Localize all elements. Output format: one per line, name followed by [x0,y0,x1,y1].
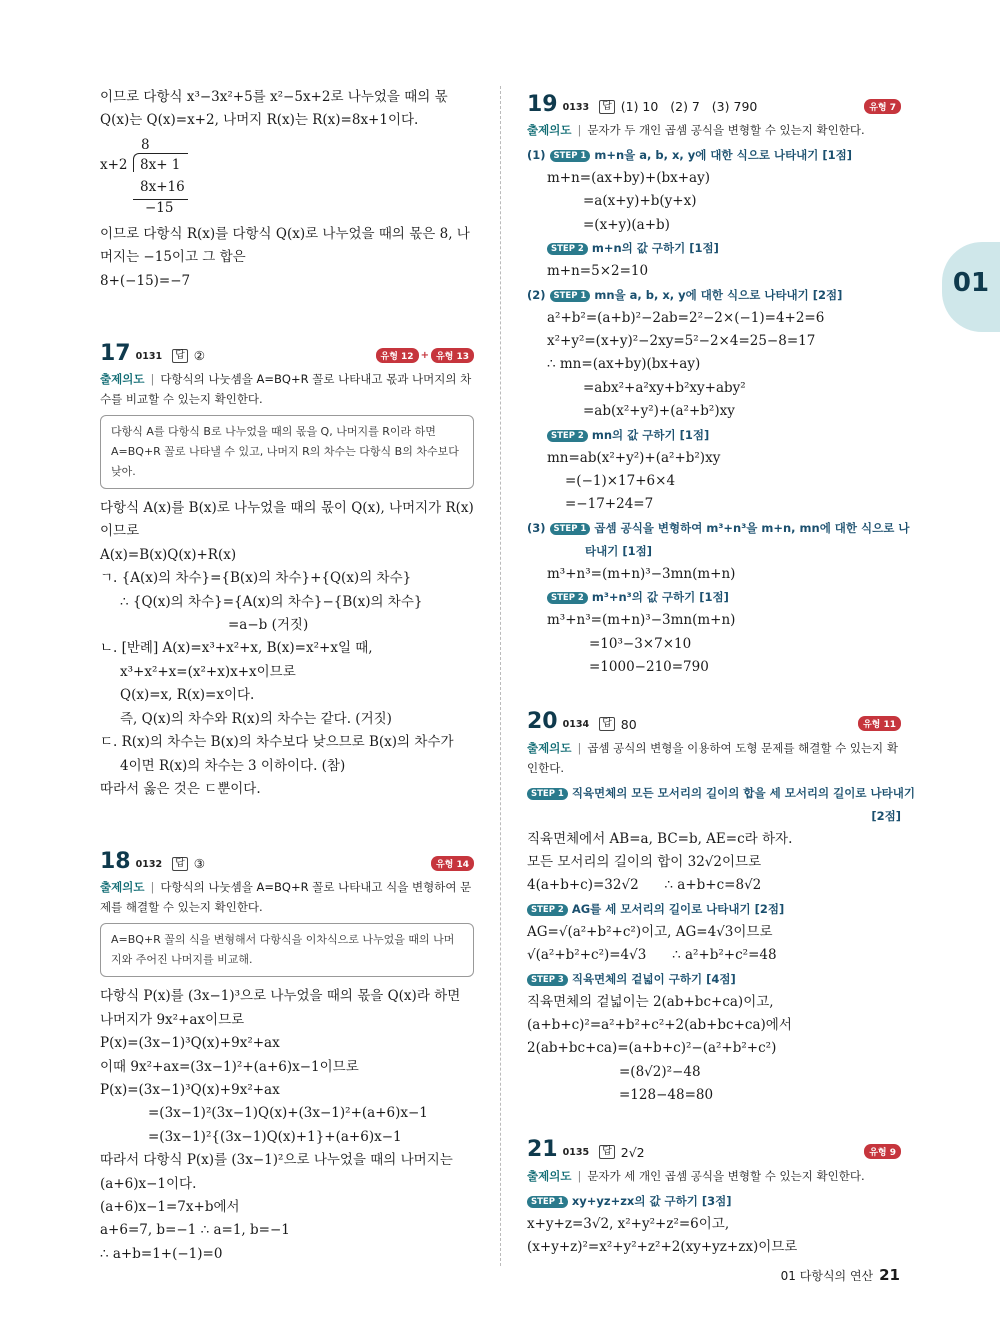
step-points: [2점] [871,808,901,823]
page-number: 21 [879,1266,900,1284]
type-badge: 유형 13 [431,348,474,363]
hint-note: A=BQ+R 꼴의 식을 변형해서 다항식을 이차식으로 나누었을 때의 나머지와 주어진 나머지를 비교해. [100,923,474,977]
problem-header [100,339,474,367]
math-line: ㄱ. {A(x)의 차수}={B(x)의 차수}+{Q(x)의 차수} [100,570,412,587]
body-line: 직육면체의 겉넓이는 2(ab+bc+ca)이고, [527,993,774,1010]
step-heading: STEP 3 직육면체의 겉넓이 구하기 [4점] [527,968,901,991]
problem-number: 20 [527,709,558,734]
step-badge: STEP 2 [547,243,588,255]
step-heading: STEP 1 직육면체의 모든 모서리의 길이의 합을 세 모서리의 길이로 나타내기 [527,782,901,805]
footer-chapter: 01 다항식의 연산 [780,1269,874,1283]
math-line: 이때 9x²+ax=(3x−1)²+(a+6)x−1이므로 [100,1058,359,1075]
math-line: x+y+z=3√2, x²+y²+z²=6이고, [527,1215,730,1232]
step-heading: (3) STEP 1 곱셈 공식을 변형하여 m³+n³을 m+n, mn에 대한 식으로 나 [527,520,910,535]
problem-code: 0135 [562,1147,590,1159]
intent-label: 출제의도 [527,1168,572,1183]
type-plus: + [420,349,429,361]
math-line: ∴ a+b=1+(−1)=0 [100,1245,223,1262]
body-line: 따라서 다항식 P(x)를 (3x−1)²으로 나누었을 때의 나머지는 [100,1152,453,1169]
answer-label: 답 [172,349,188,363]
math-line: m³+n³=(m+n)³−3mn(m+n) [547,565,736,582]
math-line: (a+6)x−1이다. [100,1175,197,1192]
answer-value: ② [193,348,205,364]
intent-text: 다항식의 나눗셈을 A=BQ+R 꼴로 나타내고 몫과 나머지의 차수를 비교할 수 있는지 확인한다. [100,372,472,407]
intent-separator: | [577,740,582,755]
math-line: x²+y²=(x+y)²−2xy=5²−2×4=25−8=17 [547,333,816,350]
step-heading: STEP 2 m³+n³의 값 구하기 [1점] [527,586,901,609]
answer-value: ③ [193,856,205,872]
step-badge: STEP 2 [527,904,568,916]
problem-number: 21 [527,1137,558,1163]
division-dividend: 8x+ 1 [140,156,181,173]
math-line: 즉, Q(x)의 차수와 R(x)의 차수는 같다. (거짓) [120,710,392,727]
answer-value: (1) 10 (2) 7 (3) 790 [620,99,758,114]
intent-label: 출제의도 [527,123,572,137]
type-badge: 유형 9 [864,1144,901,1159]
problem-code: 0133 [562,101,590,113]
intent [527,120,901,140]
type-badge: 유형 7 [864,99,901,114]
math-line: ∴ {Q(x)의 차수}={A(x)의 차수}−{B(x)의 차수} [120,593,423,610]
step-heading: STEP 2 mn의 값 구하기 [1점] [527,424,901,447]
math-line: Q(x)=x, R(x)=x이다. [120,687,255,704]
step-heading: (1) STEP 1 m+n을 a, b, x, y에 대한 식으로 나타내기 [1점] [527,148,853,162]
math-line: a+6=7, b=−1 ∴ a=1, b=−1 [100,1222,290,1239]
math-line: =ab(x²+y²)+(a²+b²)xy [583,403,735,420]
step-heading: STEP 1 xy+yz+zx의 값 구하기 [3점] [527,1190,901,1213]
step-badge: STEP 1 [527,1196,568,1208]
division-product: 8x+16 [140,178,185,195]
math-line: P(x)=(3x−1)³Q(x)+9x²+ax [100,1081,280,1098]
left-column [100,86,474,1266]
step-badge: STEP 1 [527,788,568,800]
intent-text: 다항식의 나눗셈을 A=BQ+R 꼴로 나타내고 식을 변형하여 문제를 해결할 수 있는지 확인한다. [100,880,472,915]
step-badge: STEP 1 [550,523,591,535]
math-line: (a+6)x−1=7x+b에서 [100,1198,240,1215]
step-heading-cont: 타내기 [1점] [585,543,652,558]
answer-value: 2√2 [620,1144,645,1160]
division-remainder: −15 [145,199,174,216]
type-badge: 유형 12 [376,348,419,363]
type-badge: 유형 14 [431,856,474,871]
page-footer [781,1266,900,1284]
problem-code: 0131 [135,350,163,362]
problem-header [527,708,901,736]
math-line: ∴ mn=(ax+by)(bx+ay) [547,356,701,373]
problem-header [527,90,901,118]
math-line: 8+(−15)=−7 [100,272,191,289]
body-line: 모든 모서리의 길이의 합이 32√2이므로 [527,853,762,870]
problem-number: 18 [100,848,131,874]
answer-label: 답 [599,717,615,731]
intent-label: 출제의도 [100,372,145,387]
intent-label: 출제의도 [527,740,572,755]
math-line: =(x+y)(a+b) [583,216,670,233]
math-line: =a−b (거짓) [228,617,309,634]
math-line: mn=ab(x²+y²)+(a²+b²)xy [547,449,721,466]
math-line: =−17+24=7 [565,496,654,513]
step-heading: STEP 2 AG를 세 모서리의 길이로 나타내기 [2점] [527,898,901,921]
body-line: 따라서 옳은 것은 ㄷ뿐이다. [100,780,261,797]
body-line: 다항식 P(x)를 (3x−1)³으로 나누었을 때의 몫을 Q(x)라 하면 [100,988,461,1005]
math-line: 4이면 R(x)의 차수는 3 이하이다. (참) [120,757,346,774]
math-line: (a+b+c)²=a²+b²+c²+2(ab+bc+ca)에서 [527,1016,792,1033]
problem-header [527,1136,901,1164]
math-line: m+n=(ax+by)+(bx+ay) [547,170,710,186]
chapter-tab-number: 01 [952,268,990,298]
math-line: =(3x−1)²{(3x−1)Q(x)+1}+(a+6)x−1 [148,1128,402,1145]
math-line: ㄴ. [반례] A(x)=x³+x²+x, B(x)=x²+x일 때, [100,640,373,657]
hint-note: 다항식 A를 다항식 B로 나누었을 때의 몫을 Q, 나머지를 R이라 하면 A=BQ+R 꼴로 나타낼 수 있고, 나머지 R의 차수는 다항식 B의 차수보다 낮아. [100,415,474,489]
math-line: x³+x²+x=(x²+x)x+x이므로 [120,663,296,680]
problem-code: 0132 [135,858,163,870]
math-line: m³+n³=(m+n)³−3mn(m+n) [547,612,736,629]
answer-label: 답 [599,100,615,114]
step-badge: STEP 2 [547,592,588,604]
division-divisor: x+2 [100,156,128,173]
intro-line: 이므로 다항식 x³−3x²+5를 x²−5x+2로 나누었을 때의 몫 [100,89,448,105]
math-line: =128−48=80 [619,1087,714,1104]
body-line: 나머지가 9x²+ax이므로 [100,1011,245,1028]
intent-separator: | [150,880,155,895]
problem-header [100,847,474,875]
problem-number: 17 [100,340,131,366]
answer-label: 답 [599,1145,615,1159]
step-badge: STEP 3 [527,974,568,986]
intent-separator: | [577,1168,582,1183]
math-line: P(x)=(3x−1)³Q(x)+9x²+ax [100,1035,280,1052]
math-line: =1000−210=790 [589,659,709,676]
math-line: =(8√2)²−48 [619,1063,701,1080]
math-line: a²+b²=(a+b)²−2ab=2²−2×(−1)=4+2=6 [547,309,825,326]
math-line: =(−1)×17+6×4 [565,473,676,490]
math-line: √(a²+b²+c²)=4√3 ∴ a²+b²+c²=48 [527,947,777,964]
body-line: 직육면체에서 AB=a, BC=b, AE=c라 하자. [527,830,793,847]
math-line: =abx²+a²xy+b²xy+aby² [583,379,746,396]
step-badge: STEP 1 [550,150,591,162]
problem-number: 19 [527,91,558,117]
math-line: m+n=5×2=10 [547,263,649,280]
answer-value: 80 [620,716,637,732]
math-line: =(3x−1)²(3x−1)Q(x)+(3x−1)²+(a+6)x−1 [148,1105,428,1122]
intent [100,369,474,409]
step-heading: (2) STEP 1 mn을 a, b, x, y에 대한 식으로 나타내기 [2점] [527,287,843,302]
intent [527,1166,901,1186]
math-line: ㄷ. R(x)의 차수는 B(x)의 차수보다 낮으므로 B(x)의 차수가 [100,734,454,751]
intent-separator: | [150,372,155,387]
long-division [100,133,474,216]
body-line: 다항식 A(x)를 B(x)로 나누었을 때의 몫이 Q(x), 나머지가 R(x) [100,500,474,517]
body-line: 머지는 −15이고 그 합은 [100,249,246,266]
intro-line: Q(x)는 Q(x)=x+2, 나머지 R(x)는 R(x)=8x+1이다. [100,112,419,129]
intent [527,738,901,778]
intent-text: 문자가 세 개인 곱셈 공식을 변형할 수 있는지 확인한다. [587,1168,865,1183]
step-badge: STEP 2 [547,430,588,442]
intent-text: 문자가 두 개인 곱셈 공식을 변형할 수 있는지 확인한다. [587,123,865,137]
math-line: 2(ab+bc+ca)=(a+b+c)²−(a²+b²+c²) [527,1040,777,1057]
math-line: (x+y+z)²=x²+y²+z²+2(xy+yz+zx)이므로 [527,1238,798,1255]
problem-code: 0134 [562,719,590,730]
answer-label: 답 [172,857,188,871]
math-line: AG=√(a²+b²+c²)이고, AG=4√3이므로 [527,923,773,940]
math-line: 4(a+b+c)=32√2 ∴ a+b+c=8√2 [527,877,762,894]
intent-text: 곱셈 공식의 변형을 이용하여 도형 문제를 해결할 수 있는지 확인한다. [527,740,898,775]
intent-label: 출제의도 [100,880,145,895]
body-line: 이므로 다항식 R(x)를 다항식 Q(x)로 나누었을 때의 몫은 8, 나 [100,225,470,242]
math-line: =a(x+y)+b(y+x) [583,193,697,210]
column-divider [500,86,501,1266]
intent [100,877,474,917]
intent-separator: | [577,123,582,137]
type-badge: 유형 11 [858,716,901,731]
step-badge: STEP 1 [550,290,591,302]
body-line: 이므로 [100,523,140,540]
math-line: A(x)=B(x)Q(x)+R(x) [100,546,237,563]
step-heading: STEP 2 m+n의 값 구하기 [1점] [527,237,901,260]
division-quotient: 8 [141,136,150,153]
math-line: =10³−3×7×10 [589,635,692,652]
right-column [527,86,915,1259]
